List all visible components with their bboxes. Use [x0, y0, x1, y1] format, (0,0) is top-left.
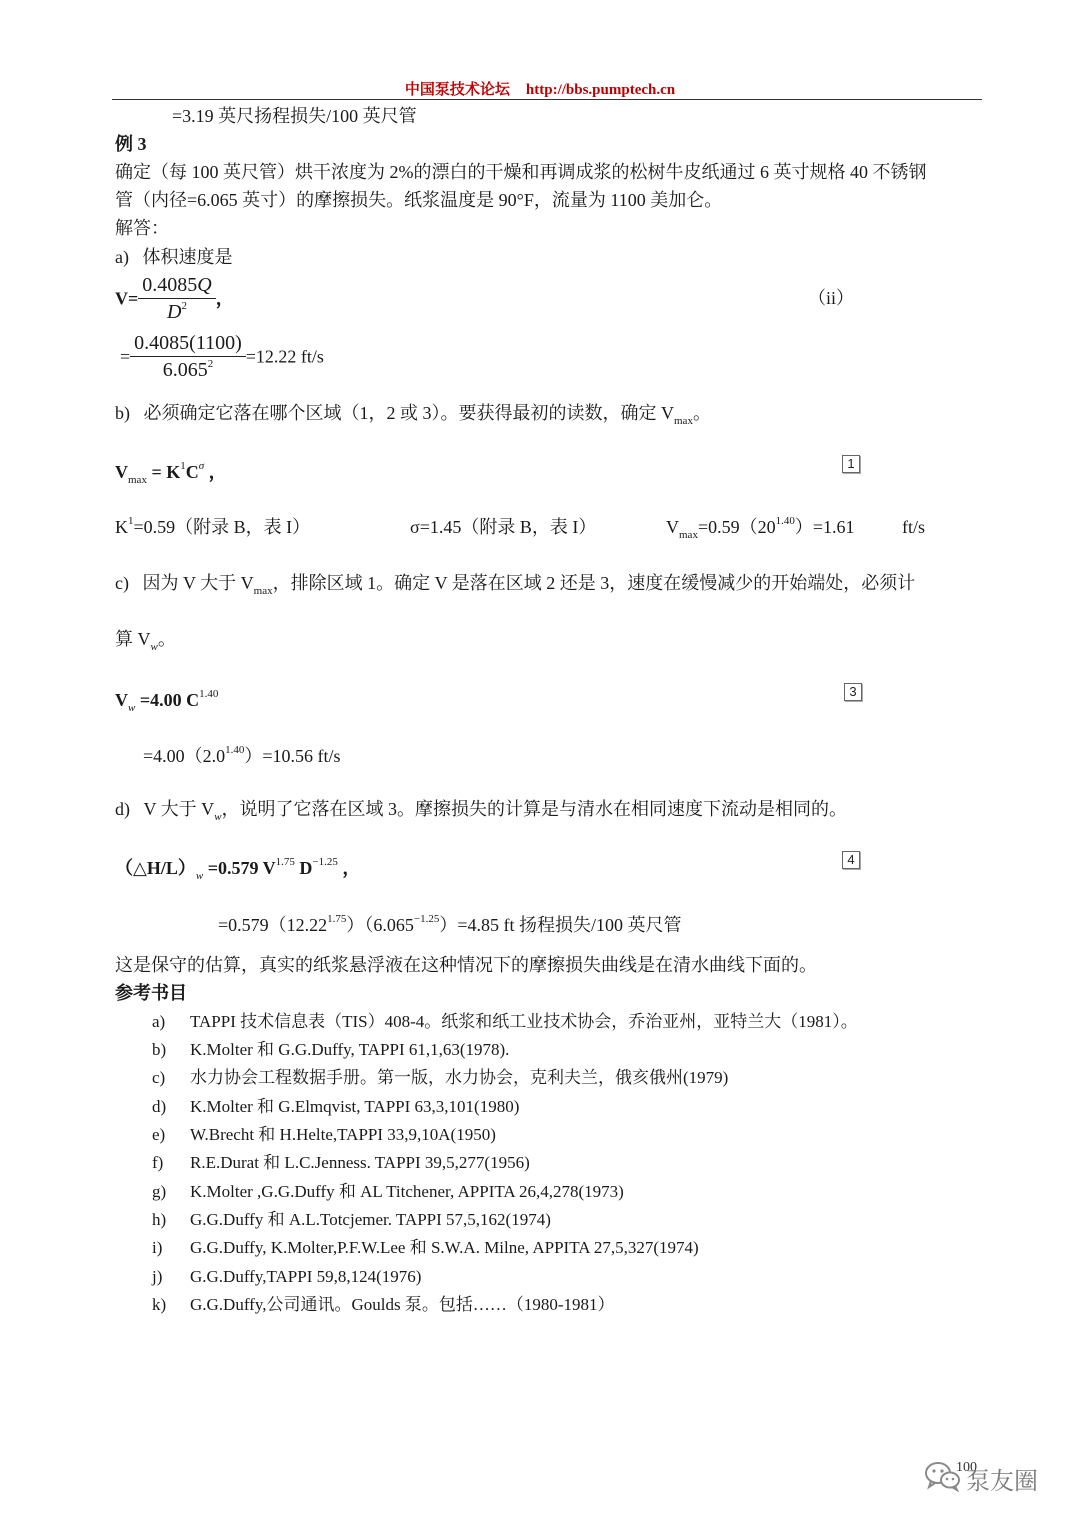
equation-head-loss [115, 856, 361, 882]
conclusion-text: 这是保守的估算，真实的纸浆悬浮液在这种情况下的摩擦损失曲线是在清水曲线下面的。 [115, 955, 817, 975]
eq-vw2-text: =4.00（2.0 [143, 746, 226, 766]
eq-v2-fraction [130, 330, 246, 383]
header-url[interactable]: http://bbs.pumptech.cn [525, 82, 676, 98]
eq-v-fraction [138, 272, 215, 325]
reference-label: j) [152, 1267, 163, 1286]
equation-box-3: 3 [844, 683, 862, 701]
eq-vw2-sup: 1.40 [225, 744, 245, 756]
eq-vw-sup: 1.40 [199, 688, 219, 700]
eq-hl2-sup2: −1.25 [413, 913, 440, 925]
eq-v2-num: 0.4085(1100) [130, 330, 246, 357]
reference-text: G.G.Duffy,公司通讯。Goulds 泵。包括……（1980-1981） [190, 1295, 615, 1314]
eq-vmax-k-sup: 1 [180, 460, 186, 472]
vmax-result: ）=1.61 [794, 517, 855, 537]
reference-item [152, 1238, 699, 1258]
equation-vw [115, 688, 219, 714]
reference-item [152, 1295, 615, 1315]
reference-item [152, 1012, 858, 1032]
eq-v-lhs: V= [115, 288, 139, 309]
eq-hl2-p2: ）（6.065 [346, 915, 414, 935]
page-number: 100 [956, 1460, 977, 1475]
eq-hl2-p3: ）=4.85 ft 扬程损失/100 英尺管 [439, 915, 682, 935]
equation-box-4: 4 [842, 851, 860, 869]
references-title: 参考书目 [115, 983, 187, 1003]
eq-v-comma: ， [215, 288, 234, 309]
step-d-text1: V 大于 V [143, 799, 215, 819]
step-c2-sub: w [150, 641, 158, 653]
equation-velocity-value [120, 330, 324, 383]
equation-box-1: 1 [842, 455, 860, 473]
reference-label: k) [152, 1295, 167, 1314]
step-b-label: b) [115, 403, 130, 423]
values-vmax [666, 515, 855, 541]
equation-head-loss-value [218, 915, 682, 935]
eq-vmax-v: V [115, 462, 128, 482]
reference-item [152, 1153, 530, 1173]
reference-label: i) [152, 1238, 163, 1257]
vmax-expr: =0.59（20 [697, 517, 776, 537]
equation-velocity [115, 272, 234, 325]
vmax-symbol: V [666, 517, 679, 537]
k1-value: =0.59（附录 B，表 I） [133, 517, 311, 537]
reference-label: c) [152, 1068, 166, 1087]
reference-item [152, 1040, 509, 1060]
step-d [115, 799, 848, 823]
eq-v-den-exp: 2 [181, 300, 187, 312]
continued-result: =3.19 英尺扬程损失/100 英尺管 [172, 106, 417, 126]
reference-item [152, 1068, 728, 1088]
eq-hl-open: （△H/L） [115, 858, 196, 878]
reference-label: e) [152, 1125, 166, 1144]
reference-item [152, 1267, 421, 1287]
eq-vmax-sub: max [128, 474, 147, 486]
step-d-sub: w [214, 811, 222, 823]
equation-tag-ii: （ii） [808, 288, 855, 308]
step-b-sub: max [674, 415, 693, 427]
header-site-name: 中国泵技术论坛 [404, 82, 510, 98]
reference-text: 水力协会工程数据手册。第一版，水力协会，克利夫兰，俄亥俄州(1979) [190, 1068, 729, 1087]
equation-vw-value [143, 746, 341, 766]
step-c-text2: ，排除区域 1。确定 V 是落在区域 2 还是 3，速度在缓慢减少的开始端处，必须计 [272, 573, 916, 593]
watermark [924, 1460, 1038, 1497]
reference-item [152, 1182, 624, 1202]
eq-v-den-var: D [167, 301, 182, 323]
reference-text: G.G.Duffy,TAPPI 59,8,124(1976) [190, 1267, 422, 1286]
reference-label: a) [152, 1012, 166, 1031]
example-title: 例 3 [115, 134, 147, 154]
eq-hl-end: ， [337, 858, 361, 878]
eq-hl-d: D [294, 858, 313, 878]
eq-v2-den-exp: 2 [207, 358, 214, 370]
values-sigma: σ=1.45（附录 B，表 I） [410, 517, 597, 537]
reference-label: b) [152, 1040, 167, 1059]
eq-v-num-coef: 0.4085 [142, 274, 198, 296]
reference-label: f) [152, 1153, 164, 1172]
step-c-label: c) [115, 573, 129, 593]
wechat-icon [924, 1460, 962, 1497]
eq-vw-rest: =4.00 C [135, 690, 200, 710]
eq-vmax-end: ， [204, 462, 227, 482]
problem-line-2: 管（内径=6.065 英寸）的摩擦损失。纸浆温度是 90°F，流量为 1100 美加仑。 [115, 190, 723, 210]
values-k1 [115, 517, 310, 537]
reference-text: W.Brecht 和 H.Helte,TAPPI 33,9,10A(1950) [190, 1125, 496, 1144]
k1-symbol: K [115, 517, 128, 537]
step-c2-end: 。 [157, 629, 176, 649]
eq-v2-den-base: 6.065 [162, 359, 208, 381]
eq-hl2-p1: =0.579（12.22 [218, 915, 328, 935]
step-b [115, 403, 711, 427]
reference-item [152, 1097, 519, 1117]
eq-vmax-c-sup: σ [198, 460, 205, 472]
step-d-label: d) [115, 799, 130, 819]
eq-v2-eq: = [120, 346, 131, 367]
reference-label: h) [152, 1210, 167, 1229]
step-c-text1: 因为 V 大于 V [142, 573, 254, 593]
eq-hl-sub: w [195, 870, 204, 882]
page-header [0, 78, 1080, 99]
vmax-sup: 1.40 [775, 515, 795, 527]
eq-vw-sub: w [128, 702, 136, 714]
step-a [115, 247, 232, 267]
answer-label: 解答： [115, 218, 169, 238]
reference-text: R.E.Durat 和 L.C.Jenness. TAPPI 39,5,277(1956) [190, 1153, 530, 1172]
reference-label: g) [152, 1182, 167, 1201]
reference-text: G.G.Duffy 和 A.L.Totcjemer. TAPPI 57,5,162(1974) [190, 1210, 551, 1229]
eq-hl2-sup1: 1.75 [327, 913, 347, 925]
reference-item [152, 1210, 551, 1230]
step-c-continued [115, 629, 176, 653]
eq-v2-result: =12.22 ft/s [245, 346, 324, 367]
step-a-label: a) [115, 247, 129, 267]
step-d-text2: ，说明了它落在区域 3。摩擦损失的计算是与清水在相同速度下流动是相同的。 [221, 799, 848, 819]
step-c-sub: max [253, 585, 273, 597]
step-c2-text: 算 V [115, 629, 151, 649]
watermark-text: 泵友圈 [966, 1467, 1038, 1495]
eq-vw-v: V [115, 690, 128, 710]
header-rule [112, 99, 982, 100]
reference-text: K.Molter 和 G.Elmqvist, TAPPI 63,3,101(1980) [190, 1097, 520, 1116]
eq-hl-v-sup: 1.75 [275, 856, 295, 868]
reference-text: TAPPI 技术信息表（TIS）408-4。纸浆和纸工业技术协会，乔治亚州，亚特兰大（1981）。 [190, 1012, 858, 1031]
eq-v-num-var: Q [197, 274, 212, 296]
k1-sup: 1 [128, 515, 134, 527]
step-b-end: 。 [692, 403, 711, 423]
step-b-text: 必须确定它落在哪个区域（1，2 或 3）。要获得最初的读数，确定 V [143, 403, 674, 423]
eq-vw2-end: ）=10.56 ft/s [244, 746, 341, 766]
equation-vmax [115, 460, 227, 486]
reference-text: G.G.Duffy, K.Molter,P.F.W.Lee 和 S.W.A. Milne, APPITA 27,5,327(1974) [190, 1238, 699, 1257]
step-a-text: 体积速度是 [142, 247, 233, 267]
eq-vmax-mid: = K [146, 462, 181, 482]
reference-text: K.Molter 和 G.G.Duffy, TAPPI 61,1,63(1978). [190, 1040, 510, 1059]
reference-label: d) [152, 1097, 167, 1116]
eq-hl-mid: =0.579 V [203, 858, 276, 878]
vmax-sub: max [679, 529, 698, 541]
values-unit: ft/s [902, 517, 926, 537]
eq-hl-d-sup: −1.25 [312, 856, 338, 868]
reference-item [152, 1125, 496, 1145]
problem-line-1: 确定（每 100 英尺管）烘干浓度为 2%的漂白的干燥和再调成浆的松树牛皮纸通过 6 英寸规格 40 不锈钢 [115, 162, 927, 182]
step-c [115, 573, 916, 597]
reference-text: K.Molter ,G.G.Duffy 和 AL Titchener, APPITA 26,4,278(1973) [190, 1182, 624, 1201]
eq-vmax-c: C [185, 462, 199, 482]
